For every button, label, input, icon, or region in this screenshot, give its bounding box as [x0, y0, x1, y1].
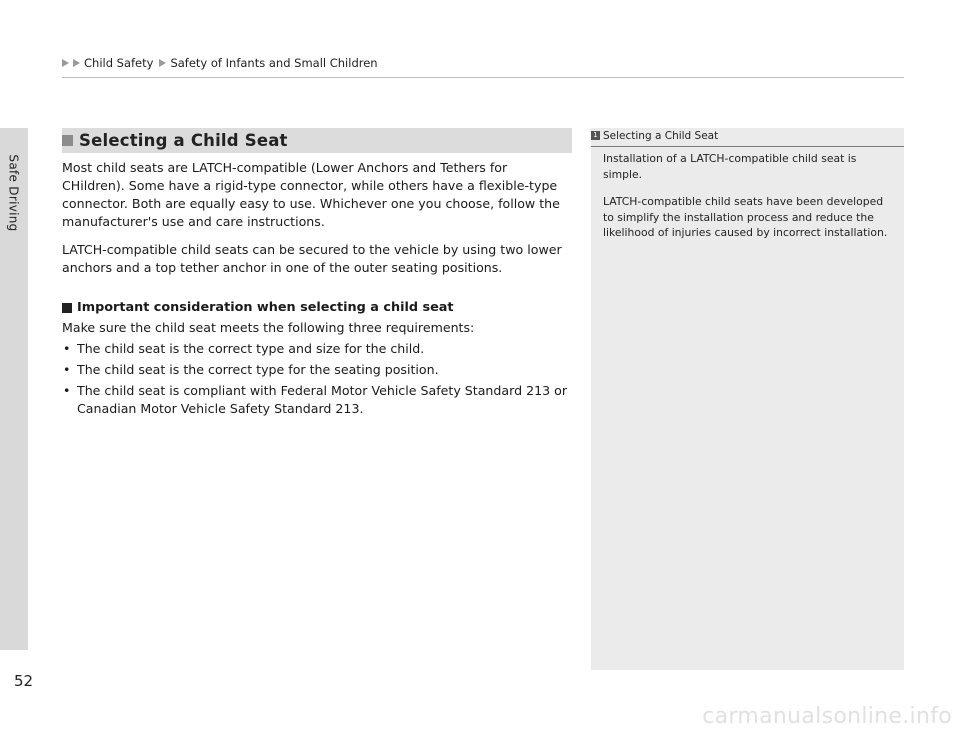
paragraph-latch-anchors: LATCH-compatible child seats can be secured to the vehicle by using two lower anchors and a top tether anchor in one of the outer seating positions. [62, 242, 562, 275]
triangle-right-icon [159, 59, 166, 67]
subsection-header [62, 299, 572, 317]
note-paragraph: Installation of a LATCH-compatible child seat is simple. [603, 152, 857, 181]
list-item: • The child seat is compliant with Federal Motor Vehicle Safety Standard 213 or Canadian Motor Vehicle Safety Standard 213. [62, 382, 572, 418]
side-tab-label: Safe Driving [7, 154, 22, 232]
breadcrumb-item-infants[interactable]: Safety of Infants and Small Children [170, 56, 378, 70]
header-divider [62, 77, 904, 78]
note-title: Selecting a Child Seat [603, 130, 719, 142]
page-number: 52 [14, 672, 34, 690]
triangle-right-icon [73, 59, 80, 67]
square-icon [62, 135, 73, 146]
main-content [62, 128, 572, 421]
paragraph-latch-intro: Most child seats are LATCH-compatible (Lower Anchors and Tethers for CHildren). Some have a rigid-type connector, while others have a flexible-type connector. Both are equally easy to use. Whichever one you choose, follow the manufacturer's use and care instructions. [62, 160, 560, 229]
watermark: carmanualsonline.info [702, 704, 952, 729]
triangle-right-icon [62, 59, 69, 67]
note-paragraph: LATCH-compatible child seats have been developed to simplify the installation process and reduce the likelihood of injuries caused by incorrect installation. [603, 195, 888, 239]
breadcrumb-item-child-safety[interactable]: Child Safety [84, 56, 154, 70]
requirements-intro: Make sure the child seat meets the following three requirements: [62, 320, 475, 335]
list-item: • The child seat is the correct type for the seating position. [62, 361, 572, 379]
list-item: • The child seat is the correct type and size for the child. [62, 340, 572, 358]
section-title: Selecting a Child Seat [79, 131, 288, 150]
side-note [591, 128, 904, 670]
breadcrumb [62, 55, 380, 71]
note-icon: 1 [591, 131, 600, 140]
requirements-list [62, 340, 572, 418]
note-header [591, 128, 904, 147]
side-tab-label-wrap [0, 128, 28, 258]
subsection-title: Important consideration when selecting a child seat [77, 300, 454, 315]
square-icon [62, 303, 72, 313]
section-header [62, 128, 572, 153]
